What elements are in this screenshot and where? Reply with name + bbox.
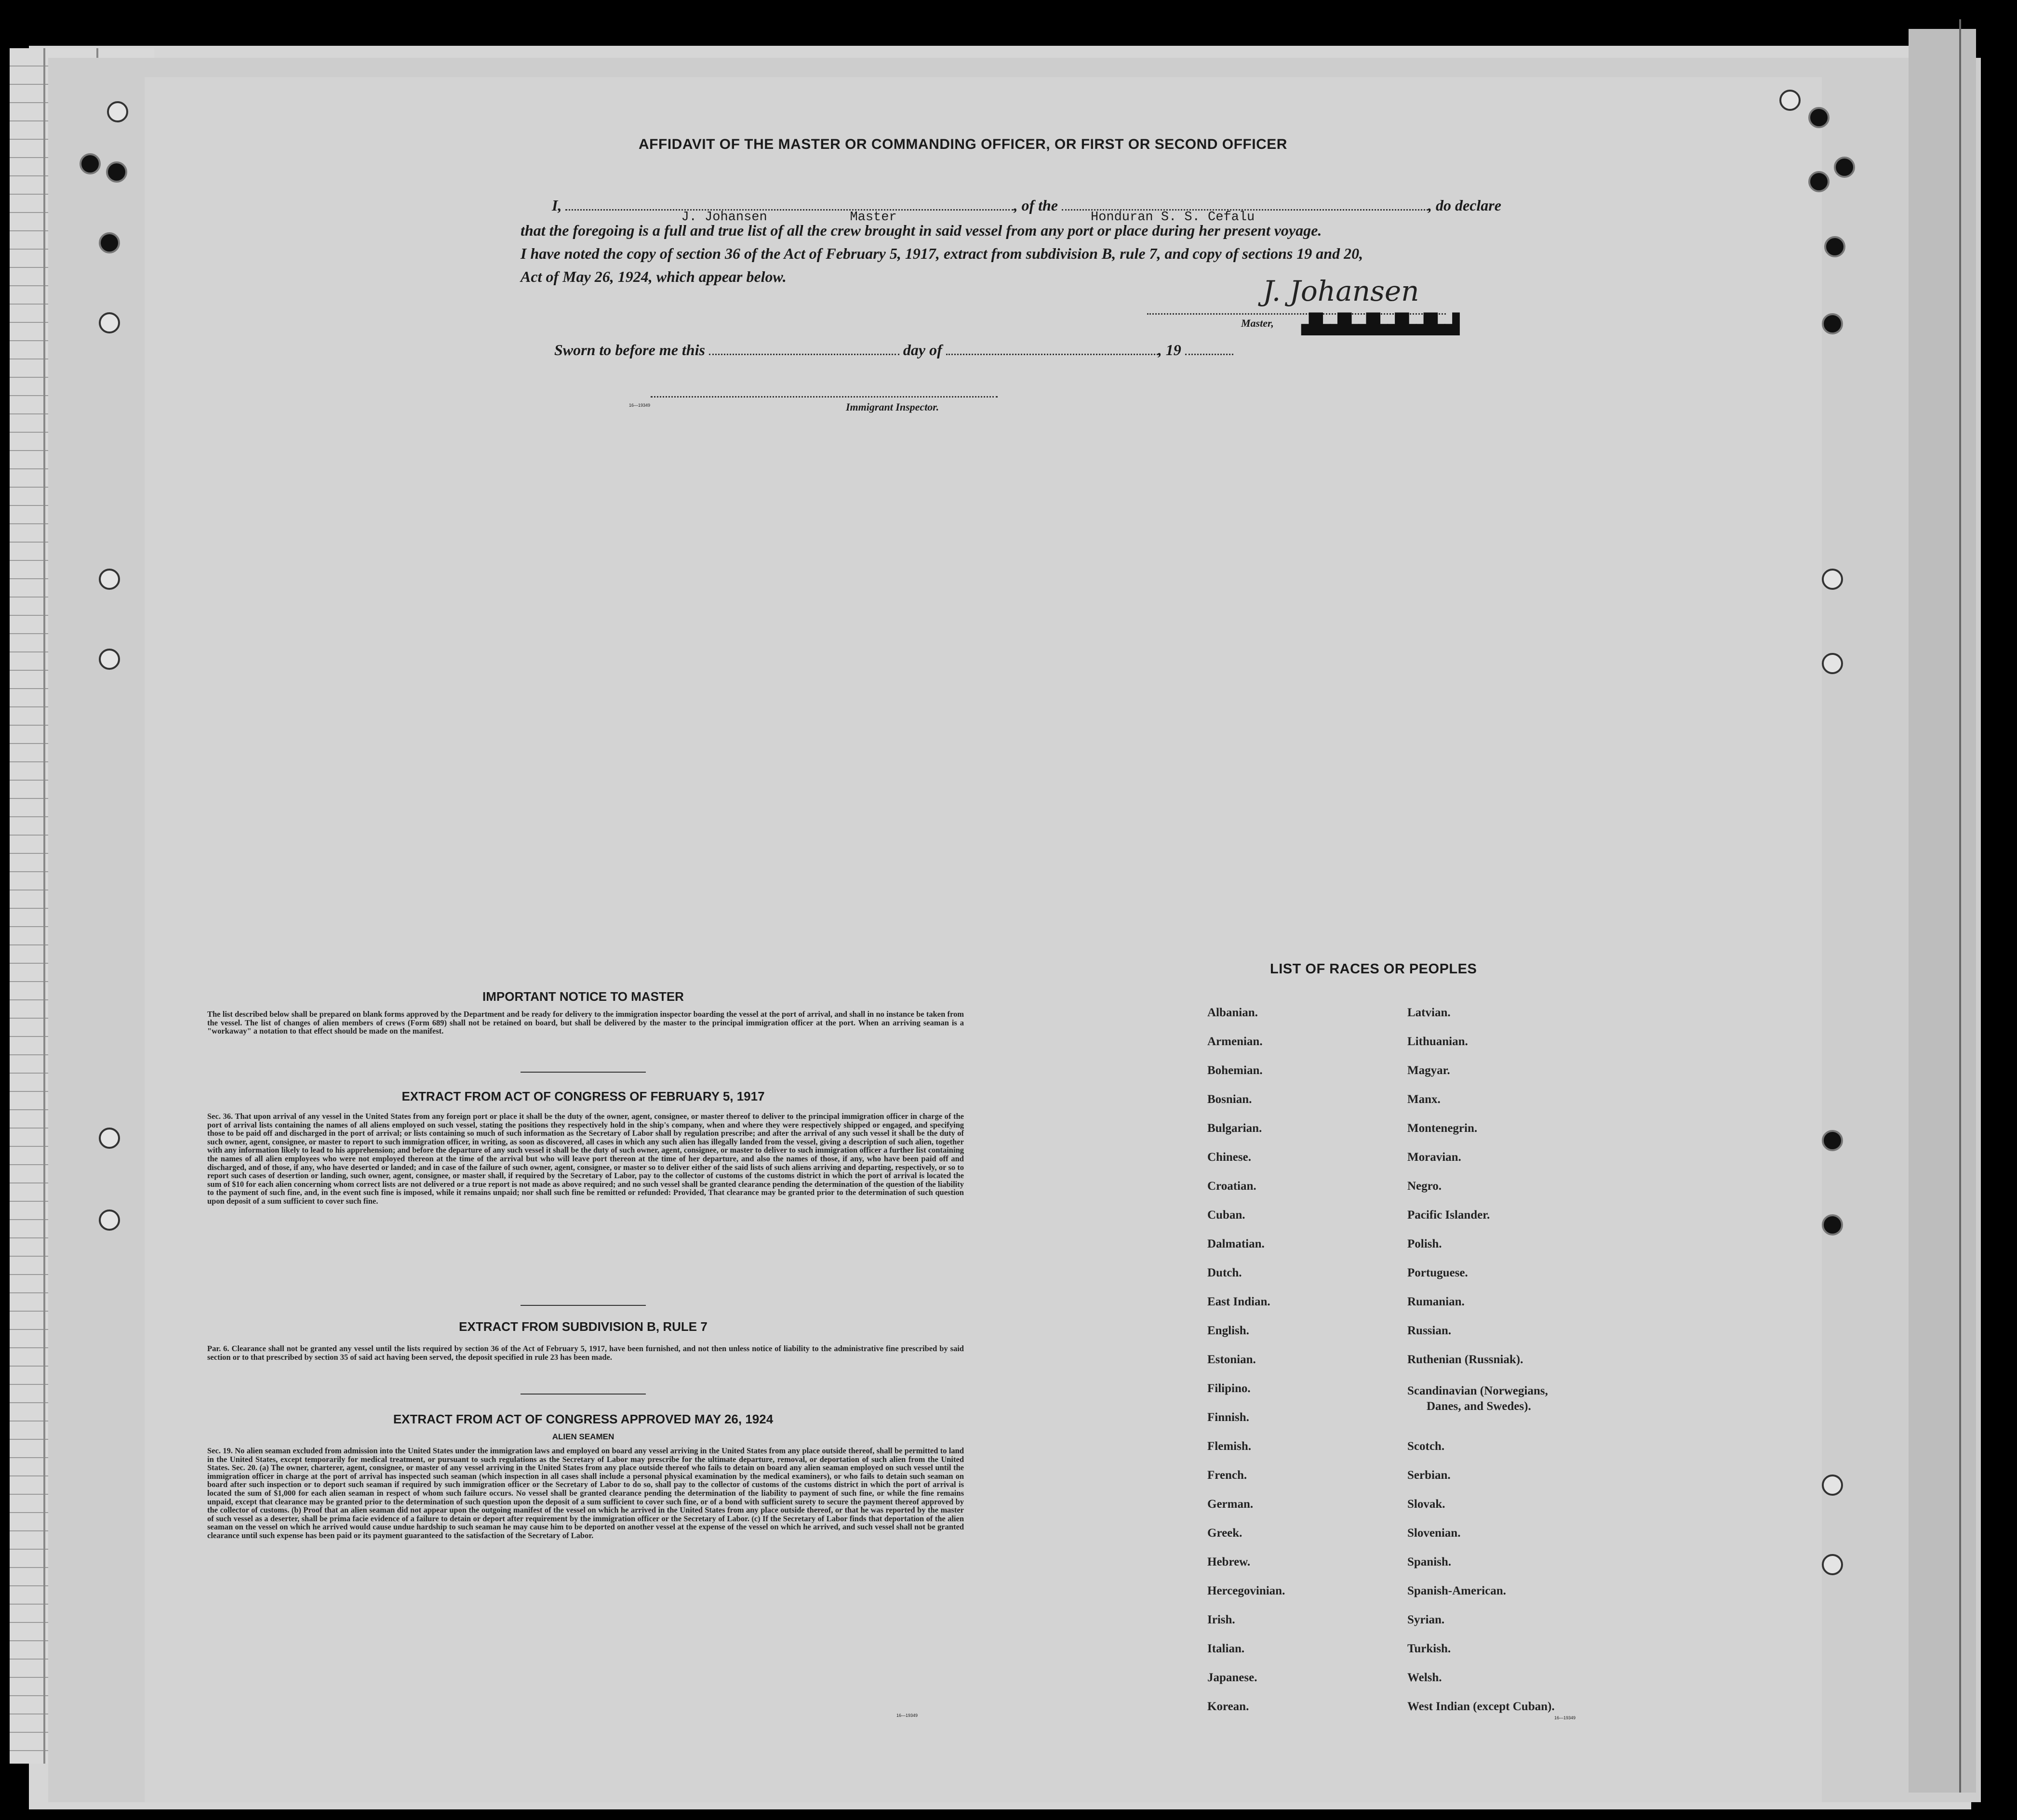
race-item: Pacific Islander. — [1407, 1209, 1490, 1222]
binder-hole-icon — [1824, 236, 1845, 257]
name-field — [565, 209, 1014, 225]
master-position: Master — [850, 210, 897, 225]
race-item: Portuguese. — [1407, 1266, 1468, 1279]
race-item: Latvian. — [1407, 1006, 1451, 1019]
binder-hole-icon — [1808, 171, 1830, 192]
declaration-line-2: that the foregoing is a full and true list of all the crew brought in said vessel from any port or place during her present voyage. — [521, 222, 1322, 239]
race-item: Finnish. — [1207, 1411, 1249, 1424]
inspector-label: Immigrant Inspector. — [846, 401, 939, 413]
race-item: Bulgarian. — [1207, 1122, 1262, 1135]
notice-title: IMPORTANT NOTICE TO MASTER — [482, 989, 684, 1004]
binder-hole-icon — [1822, 1554, 1843, 1575]
master-name: J. Johansen — [681, 210, 767, 225]
form-number: 16—19349 — [629, 403, 651, 408]
race-item: East Indian. — [1207, 1295, 1270, 1308]
edge-rule — [1959, 19, 1961, 1793]
sworn-line — [554, 341, 1233, 359]
binder-hole-icon — [80, 153, 101, 174]
binder-hole-icon — [1822, 1475, 1843, 1496]
race-item: Magyar. — [1407, 1064, 1450, 1077]
sworn-day-field — [709, 354, 899, 355]
notice-text: The list described below shall be prepared on blank forms approved by the Department and be ready for delivery to the immigration inspector boarding the vessel at the port of arrival, and shall in no instance be taken from the vessel. The list of changes of alien members of crews (Form 689) shall not be retained on board, but shall be delivered by the master to the principal immigration officer at the port. When an arriving seaman is a "workaway" a notation to that effect should be made on the manifest. — [207, 1010, 964, 1036]
race-item: Moravian. — [1407, 1151, 1461, 1164]
race-item: Chinese. — [1207, 1151, 1251, 1164]
race-item: Lithuanian. — [1407, 1035, 1468, 1048]
race-item: Italian. — [1207, 1642, 1245, 1655]
binder-hole-icon — [1822, 569, 1843, 590]
master-signature: J. Johansen — [1263, 275, 1419, 307]
races-title: LIST OF RACES OR PEOPLES — [1270, 961, 1477, 977]
sworn-month-field — [946, 354, 1158, 355]
inspector-line — [651, 395, 998, 398]
binder-hole-icon — [99, 1209, 120, 1231]
race-item: Dutch. — [1207, 1266, 1242, 1279]
binder-hole-icon — [99, 569, 120, 590]
right-page-edge — [1909, 29, 1976, 1793]
extract-1917-text: Sec. 36. That upon arrival of any vessel in the United States from any foreign port or place it shall be the duty of the owner, agent, consignee, or master thereof to deliver to the principal immigration officer in charge of the port of arrival lists containing the names of all aliens employed on such vessel, stating the positions they respectively hold in the ship's company, when and where they were respectively shipped or engaged, and specifying those to be paid off and discharged in the port of arrival; or lists containing so much of such information as the Secretary of Labor shall by regulation prescribe; and after the arrival of any such vessel it shall be the duty of such owner, agent, consignee, or master to report to such immigration officer, in writing, as soon as discovered, all cases in which any such alien has illegally landed from the vessel, giving a description of such alien, together with any information likely to lead to his apprehension; and before the departure of any such vessel it shall be the duty of such owner, agent, consignee, or master to deliver to such immigration officer a further list containing the names of all alien employees who were not employed thereon at the time of the arrival but who will leave port thereon at the time of her departure, and also the names of those, if any, who have been paid off and discharged, and of those, if any, who have deserted or landed; and in case of the failure of such owner, agent, consignee, or master so to deliver either of the said lists of such aliens arriving and departing, respectively, or so to report such cases of desertion or landing, such owner, agent, consignee, or master shall, if required by the Secretary of Labor, pay to the collector of customs of the customs district in which the port of arrival is located the sum of $10 for each alien concerning whom correct lists are not delivered or a true report is not made as above required; and no such vessel shall be granted clearance pending the determination of the question of the liability to the payment of such fine, and, in the event such fine is imposed, while it remains unpaid; nor shall such fine be remitted or refunded: Provided, That clearance may be granted prior to the determination of such question upon deposit of a sum sufficient to cover such fine. — [207, 1112, 964, 1206]
race-item: Welsh. — [1407, 1671, 1442, 1684]
race-item: French. — [1207, 1469, 1247, 1482]
alien-seamen-subtitle: ALIEN SEAMEN — [552, 1432, 614, 1441]
race-item: Japanese. — [1207, 1671, 1257, 1684]
race-item: Russian. — [1407, 1324, 1452, 1337]
race-item: Spanish. — [1407, 1555, 1452, 1568]
form-number: 16—19349 — [896, 1713, 918, 1718]
binder-hole-icon — [99, 232, 120, 253]
race-item: Scandinavian (Norwegians, — [1407, 1384, 1548, 1397]
master-stamp: ▟▙▟▙▟▙▟▙▟▙▟ — [1301, 313, 1459, 335]
race-item: Manx. — [1407, 1093, 1441, 1106]
extract-1924-title: EXTRACT FROM ACT OF CONGRESS APPROVED MAY 26, 1924 — [393, 1412, 774, 1426]
race-item: Cuban. — [1207, 1209, 1245, 1222]
race-item: Montenegrin. — [1407, 1122, 1478, 1135]
affidavit-page — [145, 77, 1822, 1802]
binder-hole-icon — [1822, 313, 1843, 334]
race-item: Estonian. — [1207, 1353, 1256, 1366]
divider — [521, 1072, 646, 1073]
race-item: Bohemian. — [1207, 1064, 1263, 1077]
vessel-name: Honduran S. S. Cefalu — [1091, 210, 1255, 225]
race-item: Croatian. — [1207, 1180, 1256, 1193]
declaration-line-3: I have noted the copy of section 36 of the Act of February 5, 1917, extract from subdivision B, rule 7, and copy of sections 19 and 20, — [521, 245, 1363, 262]
vessel-field — [1062, 209, 1428, 225]
binder-hole-icon — [99, 312, 120, 333]
race-item: Slovenian. — [1407, 1527, 1461, 1540]
race-item: Korean. — [1207, 1700, 1249, 1713]
form-number: 16—19349 — [1554, 1715, 1576, 1720]
race-item: Ruthenian (Russniak). — [1407, 1353, 1523, 1366]
race-item: Danes, and Swedes). — [1427, 1400, 1531, 1413]
race-item: Scotch. — [1407, 1440, 1445, 1453]
race-item: Dalmatian. — [1207, 1237, 1265, 1250]
race-item: Armenian. — [1207, 1035, 1263, 1048]
race-item: West Indian (except Cuban). — [1407, 1700, 1555, 1713]
binder-hole-icon — [106, 161, 127, 183]
day-of-label: day of — [903, 341, 942, 359]
declaration-line-4: Act of May 26, 1924, which appear below. — [521, 268, 787, 285]
subdivision-b-title: EXTRACT FROM SUBDIVISION B, RULE 7 — [459, 1319, 708, 1334]
race-item: Bosnian. — [1207, 1093, 1252, 1106]
divider — [521, 1394, 646, 1395]
race-item: Syrian. — [1407, 1613, 1445, 1626]
binder-hole-icon — [1834, 157, 1855, 178]
race-item: Flemish. — [1207, 1440, 1251, 1453]
sworn-year-field — [1185, 354, 1233, 355]
declaration-line-1 — [552, 197, 1501, 225]
binder-hole-icon — [107, 101, 128, 122]
race-item: Spanish-American. — [1407, 1584, 1506, 1597]
binder-hole-icon — [1808, 107, 1830, 128]
divider — [521, 1305, 646, 1306]
race-item: Irish. — [1207, 1613, 1235, 1626]
extract-1917-title: EXTRACT FROM ACT OF CONGRESS OF FEBRUARY 5, 1917 — [401, 1089, 765, 1103]
race-item: Hercegovinian. — [1207, 1584, 1285, 1597]
extract-1924-text: Sec. 19. No alien seaman excluded from admission into the United States under the immigration laws and employed on board any vessel arriving in the United States from any place outside thereof, shall be permitted to land in the United States, except temporarily for medical treatment, or pursuant to such regulations as the Secretary of Labor may prescribe for the ultimate departure, removal, or deportation of such alien from the United States. Sec. 20. (a) The owner, charterer, agent, consignee, or master of any vessel arriving in the United States from any place outside thereof who fails to detain on board any alien seaman employed on such vessel until the immigration officer in charge at the port of arrival has inspected such seaman (which inspection in all cases shall include a personal physical examination by the medical examiners), or who fails to detain such seaman on board after such inspection or to deport such seaman if required by such immigration officer or the Secretary of Labor to do so, shall pay to the collector of customs of the customs district in which the port of arrival is located the sum of $1,000 for each alien seaman in respect of whom such failure occurs. No vessel shall be granted clearance pending the determination of the liability to payment of such fine, or while the fine remains unpaid, except that clearance may be granted prior to the determination of such question upon the deposit of a sum sufficient to cover such fine, or of a bond with sufficient surety to secure the payment thereof approved by the collector of customs. (b) Proof that an alien seaman did not appear upon the outgoing manifest of the vessel on which he arrived in the United States from any place outside thereof, or that he was reported by the master of such vessel as a deserter, shall be prima facie evidence of a failure to detain or deport after requirement by the immigration officer or the Secretary of Labor. (c) If the Secretary of Labor finds that deportation of the alien seaman on the vessel on which he arrived would cause undue hardship to such seaman he may cause him to be deported on another vessel at the expense of the vessel on which he arrived, and such vessel shall not be granted clearance until such expense has been paid or its payment guaranteed to the satisfaction of the Secretary of Labor. — [207, 1446, 964, 1540]
binder-hole-icon — [1822, 1130, 1843, 1151]
race-item: Filipino. — [1207, 1382, 1251, 1395]
binder-hole-icon — [1822, 1214, 1843, 1235]
ledger-rule — [43, 48, 45, 1764]
do-declare-label: , do declare — [1428, 197, 1501, 214]
binder-hole-icon — [99, 1128, 120, 1149]
race-item: German. — [1207, 1498, 1254, 1511]
race-item: English. — [1207, 1324, 1249, 1337]
affidavit-title: AFFIDAVIT OF THE MASTER OR COMMANDING OFFICER, OR FIRST OR SECOND OFFICER — [639, 136, 1287, 152]
binder-hole-icon — [1779, 90, 1801, 111]
of-the-label: , of the — [1014, 197, 1058, 214]
i-label: I, — [552, 197, 562, 214]
race-item: Greek. — [1207, 1527, 1242, 1540]
sworn-label: Sworn to before me this — [554, 341, 705, 359]
race-item: Rumanian. — [1407, 1295, 1465, 1308]
signer-title: Master, — [1241, 317, 1274, 329]
race-item: Hebrew. — [1207, 1555, 1251, 1568]
race-item: Turkish. — [1407, 1642, 1451, 1655]
race-item: Serbian. — [1407, 1469, 1451, 1482]
race-item: Negro. — [1407, 1180, 1442, 1193]
subdivision-b-text: Par. 6. Clearance shall not be granted any vessel until the lists required by section 36 of the Act of February 5, 1917, have been furnished, and not then unless notice of liability to the administrative fine prescribed by said section or to that prescribed by section 35 of said act having been served, the deposit specified in rule 23 has been made. — [207, 1344, 964, 1362]
year-label: , 19 — [1158, 341, 1181, 359]
binder-hole-icon — [1822, 653, 1843, 674]
race-item: Albanian. — [1207, 1006, 1258, 1019]
race-item: Slovak. — [1407, 1498, 1445, 1511]
binder-hole-icon — [99, 649, 120, 670]
race-item: Polish. — [1407, 1237, 1442, 1250]
